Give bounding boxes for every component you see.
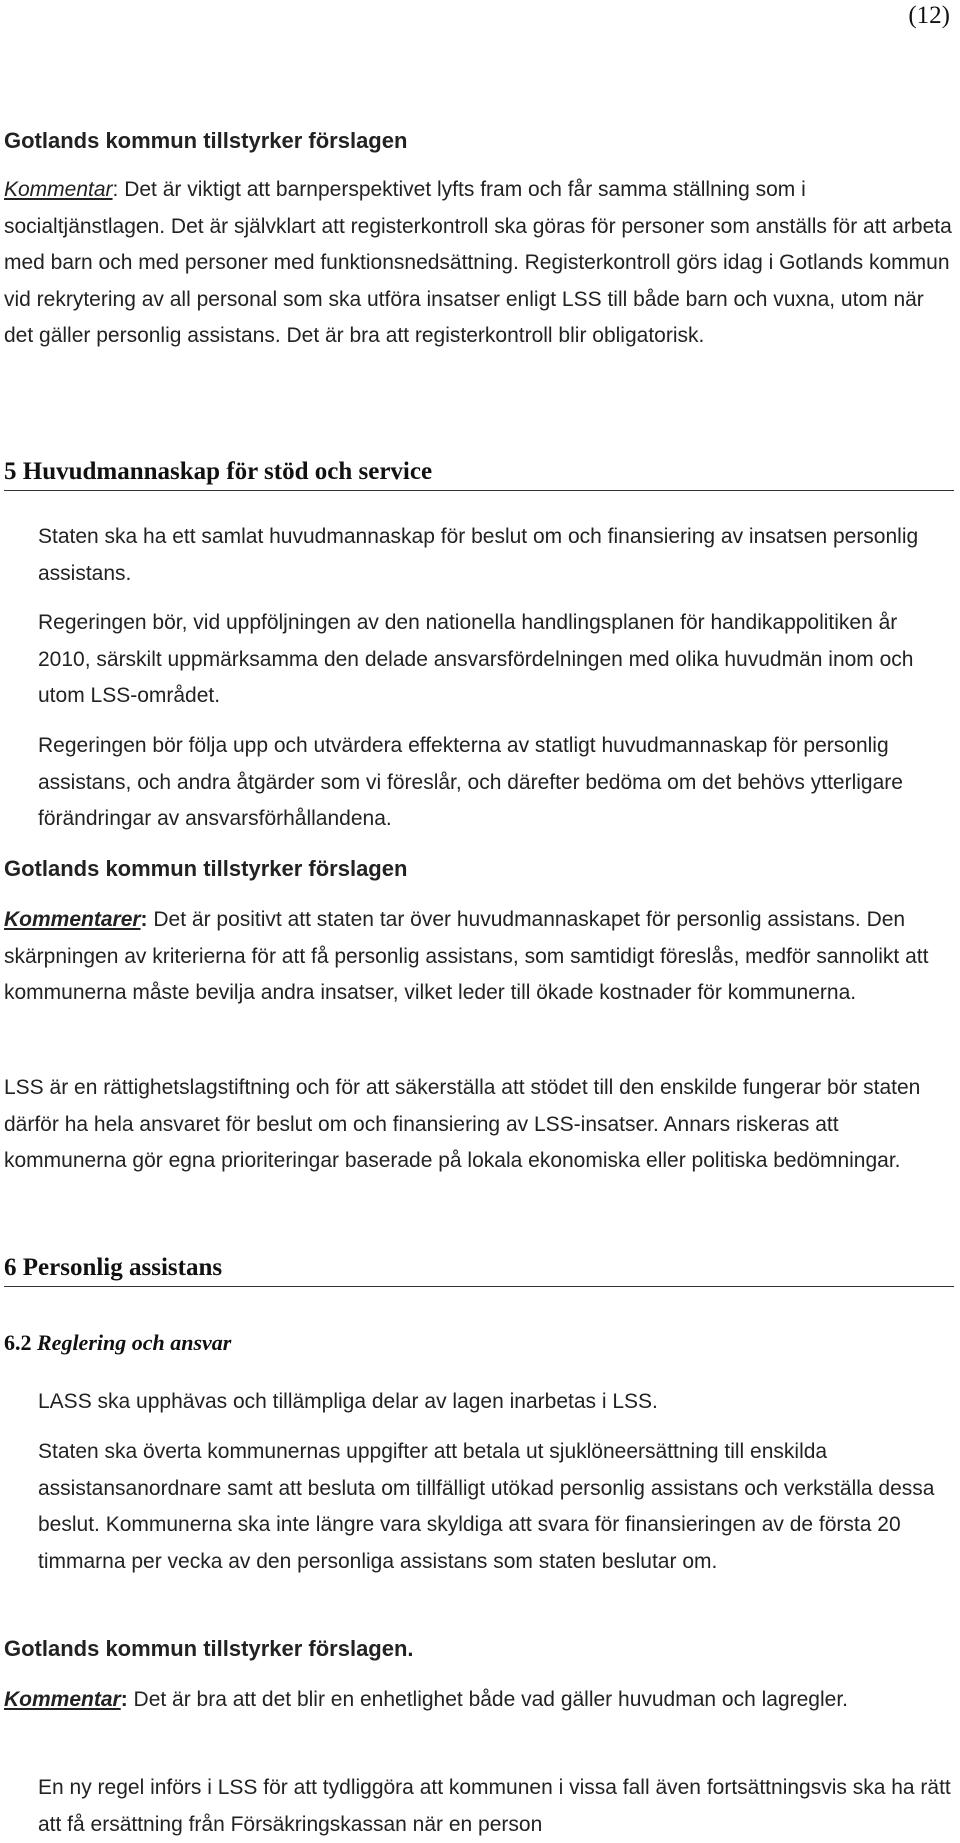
proposal-paragraph: Staten ska ha ett samlat huvudmannaskap för beslut om och finansiering av insatsen personlig assistans.	[38, 525, 919, 585]
comment-paragraph	[4, 902, 954, 1012]
page-number: (12)	[908, 2, 950, 29]
comment-text: : Det är viktigt att barnperspektivet lyfts fram och får samma ställning som i socialtjänstlagen. Det är självklart att registerkontroll ska göras för personer som anställs för att arbeta med barn och med personer med funktionsnedsättning. Registerkontroll görs idag i Gotlands kommun vid rekrytering av all personal som ska utföra insatser enligt LSS till både barn och vuxna, utom när det gäller personlig assistans. Det är bra att registerkontroll blir obligatorisk.	[4, 178, 952, 347]
proposal-paragraph: Regeringen bör, vid uppföljningen av den nationella handlingsplanen för handikappolitiken år 2010, särskilt uppmärksamma den delade ansvarsfördelningen med olika huvudmän inom och utom LSS-området.	[38, 611, 914, 707]
proposal-paragraph: Staten ska överta kommunernas uppgifter att betala ut sjuklöneersättning till enskilda assistansanordnare samt att besluta om tillfälligt utökad personlig assistans och verkställa dessa beslut. Kommunerna ska inte längre vara skyldiga att svara för finansieringen av de första 20 timmarna per vecka av den personliga assistans som staten beslutar om.	[38, 1440, 935, 1573]
proposal-paragraph: En ny regel införs i LSS för att tydliggöra att kommunen i vissa fall även fortsättningsvis ska ha rätt att få ersättning från Försäkringskassan när en person	[38, 1776, 951, 1836]
comment-text: Det är bra att det blir en enhetlighet både vad gäller huvudman och lagregler.	[127, 1688, 848, 1711]
verdict-heading: Gotlands kommun tillstyrker förslagen	[4, 128, 408, 153]
section-6-heading: 6 Personlig assistans	[4, 1254, 954, 1287]
comment-label: Kommentarer	[4, 908, 141, 931]
subsection-number: 6.2	[4, 1330, 32, 1355]
comment-paragraph	[4, 172, 954, 355]
comment-label: Kommentar	[4, 178, 113, 201]
comment-label: Kommentar	[4, 1688, 121, 1711]
comment-paragraph	[4, 1682, 954, 1719]
verdict-heading: Gotlands kommun tillstyrker förslagen	[4, 856, 408, 881]
proposal-paragraph: LASS ska upphävas och tillämpliga delar av lagen inarbetas i LSS.	[38, 1390, 658, 1413]
comment-colon: :	[140, 908, 148, 931]
proposal-paragraph: Regeringen bör följa upp och utvärdera effekterna av statligt huvudmannaskap för personlig assistans, och andra åtgärder som vi föreslår, och därefter bedöma om det behövs ytterligare förändringar av ansvarsförhållandena.	[38, 734, 903, 830]
comment-paragraph: LSS är en rättighetslagstiftning och för att säkerställa att stödet till den enskilde fungerar bör staten därför ha hela ansvaret för beslut om och finansiering av LSS-insatser. Annars riskeras att kommunerna gör egna prioriteringar baserade på lokala ekonomiska eller politiska bedömningar.	[4, 1076, 921, 1172]
comment-colon: :	[120, 1688, 128, 1711]
section-5-heading: 5 Huvudmannaskap för stöd och service	[4, 458, 954, 491]
verdict-heading: Gotlands kommun tillstyrker förslagen.	[4, 1636, 414, 1661]
comment-text: Det är positivt att staten tar över huvudmannaskapet för personlig assistans. Den skärpningen av kriterierna för att få personlig assistans, som samtidigt föreslås, medför sannolikt att kommunerna måste bevilja andra insatser, vilket leder till ökade kostnader för kommunerna.	[4, 908, 929, 1004]
subsection-heading	[4, 1330, 954, 1356]
subsection-title: Reglering och ansvar	[31, 1330, 232, 1355]
